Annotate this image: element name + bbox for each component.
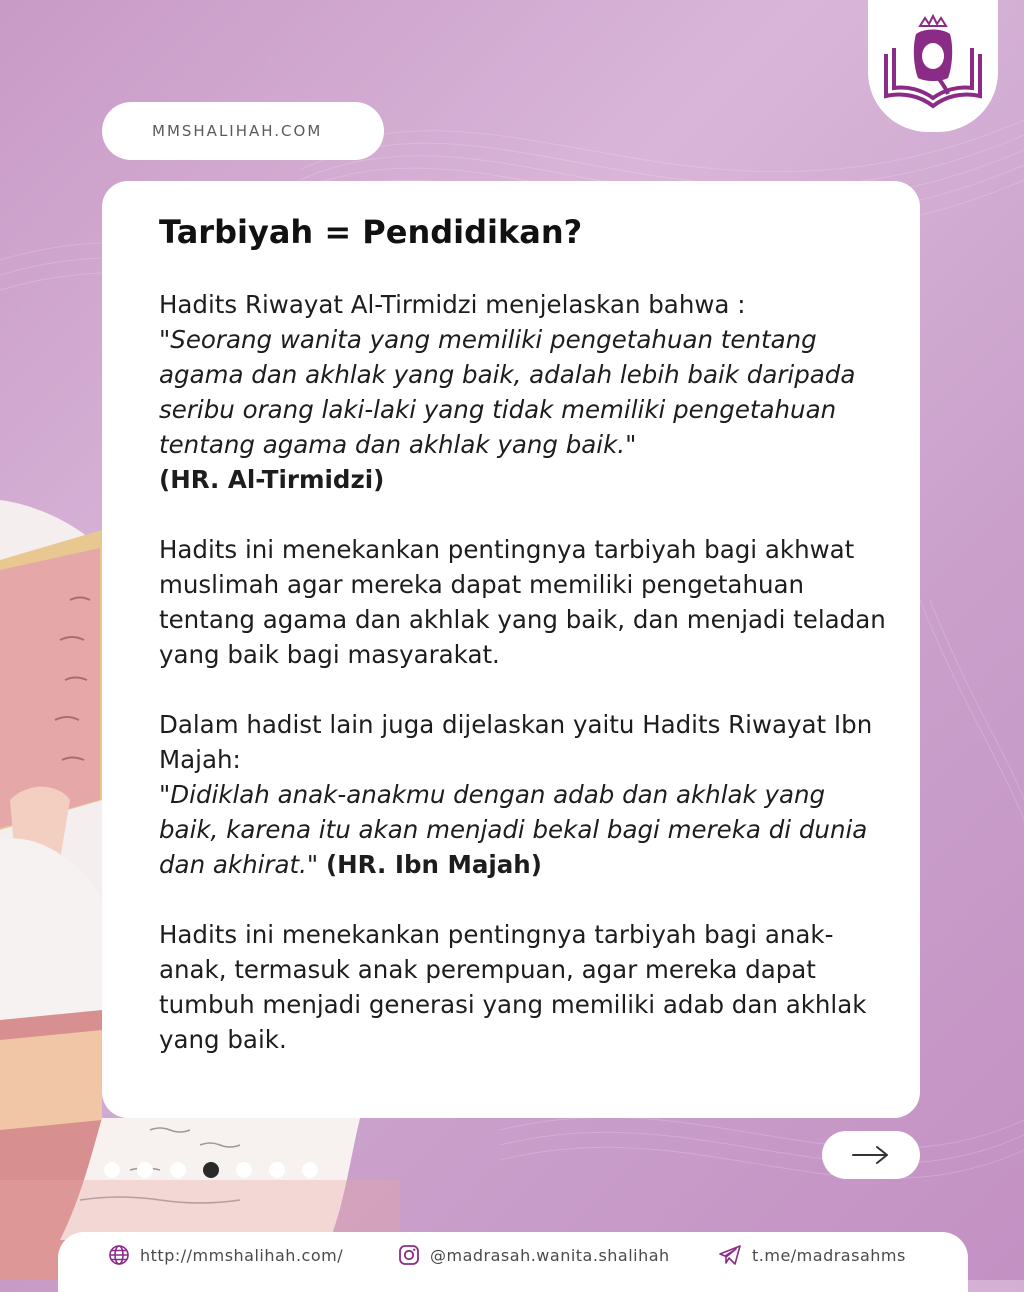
footer-website-text: http://mmshalihah.com/ — [140, 1245, 344, 1265]
arrow-right-icon — [851, 1144, 891, 1166]
hadith-intro-1: Hadits Riwayat Al-Tirmidzi menjelaskan bahwa : — [159, 290, 746, 319]
hadith-source-2: (HR. Ibn Majah) — [325, 850, 542, 879]
pagination-dot[interactable] — [104, 1162, 120, 1178]
pagination-dot[interactable] — [269, 1162, 285, 1178]
footer-instagram[interactable] — [398, 1244, 670, 1266]
site-label-pill — [102, 102, 384, 160]
instagram-icon — [398, 1244, 420, 1266]
footer-bar — [58, 1232, 968, 1292]
footer-website[interactable] — [108, 1244, 343, 1266]
paragraph-3 — [159, 707, 889, 882]
hadith-quote-2: "Didiklah anak-anakmu dengan adab dan akhlak yang baik, karena itu akan menjadi bekal bagi mereka di dunia dan akhirat." — [159, 780, 868, 879]
pagination-dot[interactable] — [302, 1162, 318, 1178]
card-title: Tarbiyah = Pendidikan? — [159, 213, 583, 251]
hadith-quote-1: "Seorang wanita yang memiliki pengetahuan tentang agama dan akhlak yang baik, adalah lebih baik daripada seribu orang laki-laki yang tidak memiliki pengetahuan tentang agama dan akhlak yang baik." — [159, 325, 856, 459]
crowned-book-logo-icon — [878, 12, 988, 112]
hadith-source-1: (HR. Al-Tirmidzi) — [159, 465, 385, 494]
pagination-dot[interactable] — [170, 1162, 186, 1178]
pagination-dot[interactable] — [236, 1162, 252, 1178]
paragraph-4: Hadits ini menekankan pentingnya tarbiyah bagi anak-anak, termasuk anak perempuan, agar mereka dapat tumbuh menjadi generasi yang memiliki adab dan akhlak yang baik. — [159, 920, 867, 1054]
footer-instagram-text: @madrasah.wanita.shalihah — [430, 1245, 670, 1265]
hadith-intro-2: Dalam hadist lain juga dijelaskan yaitu Hadits Riwayat Ibn Majah: — [159, 710, 873, 774]
pagination-dots — [104, 1162, 318, 1178]
card-body — [159, 287, 889, 1057]
paragraph-1 — [159, 287, 889, 497]
globe-icon — [108, 1244, 130, 1266]
paragraph-2: Hadits ini menekankan pentingnya tarbiyah bagi akhwat muslimah agar mereka dapat memiliki pengetahuan tentang agama dan akhlak yang baik, dan menjadi teladan yang baik bagi masyarakat. — [159, 535, 886, 669]
logo-tab — [868, 0, 998, 132]
footer-telegram-text: t.me/madrasahms — [752, 1245, 906, 1265]
footer-telegram[interactable] — [718, 1244, 906, 1266]
pagination-dot[interactable] — [137, 1162, 153, 1178]
next-slide-button[interactable] — [822, 1131, 920, 1179]
telegram-icon — [718, 1244, 742, 1266]
pagination-dot-active[interactable] — [203, 1162, 219, 1178]
site-label: MMSHALIHAH.COM — [152, 122, 323, 140]
content-card — [102, 181, 920, 1118]
